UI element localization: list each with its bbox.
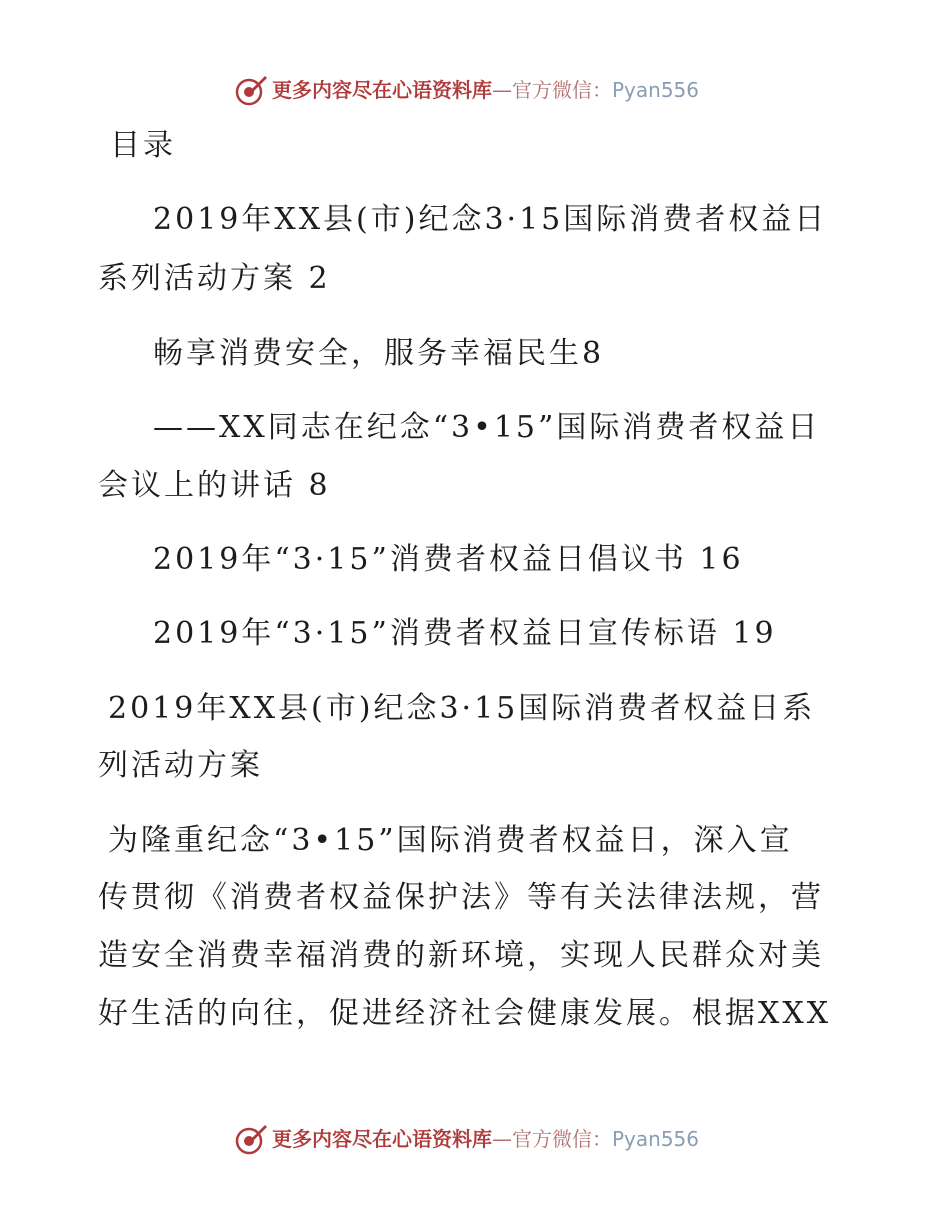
article-body-line-3: 造安全消费幸福消费的新环境，实现人民群众对美: [98, 938, 824, 973]
pen-logo-icon: [234, 73, 268, 107]
article-body-line-2: 传贯彻《消费者权益保护法》等有关法律法规，营: [98, 880, 824, 915]
toc-entry-5: 2019年“3·15”消费者权益日宣传标语 19: [153, 616, 777, 651]
toc-entry-3-line-1: ——XX同志在纪念“3•15”国际消费者权益日: [153, 410, 821, 445]
article-body-line-1: 为隆重纪念“3•15”国际消费者权益日，深入宣: [108, 823, 793, 858]
toc-entry-1-line-1: 2019年XX县(市)纪念3·15国际消费者权益日: [153, 202, 828, 237]
pen-logo-icon: [234, 1122, 268, 1156]
toc-heading: 目录: [110, 128, 176, 163]
watermark-dash: —: [492, 78, 512, 102]
toc-entry-4: 2019年“3·15”消费者权益日倡议书 16: [153, 542, 744, 577]
toc-entry-3-line-2: 会议上的讲话 8: [98, 468, 331, 503]
watermark-brand: 更多内容尽在心语资料库: [272, 1127, 492, 1151]
article-body-line-4: 好生活的向往，促进经济社会健康发展。根据XXX: [98, 996, 832, 1031]
toc-entry-1-line-2: 系列活动方案 2: [98, 261, 331, 296]
watermark-handle: Pyan556: [612, 1127, 700, 1151]
watermark-brand: 更多内容尽在心语资料库: [272, 78, 492, 102]
toc-entry-2: 畅享消费安全，服务幸福民生8: [153, 336, 605, 371]
watermark-handle: Pyan556: [612, 78, 700, 102]
watermark-text: [272, 1126, 699, 1152]
watermark-dash: —: [492, 1127, 512, 1151]
article-title-line-1: 2019年XX县(市)纪念3·15国际消费者权益日系: [108, 691, 816, 726]
article-title-line-2: 列活动方案: [98, 748, 263, 783]
watermark-footer: [0, 1120, 950, 1160]
watermark-text: [272, 77, 699, 103]
watermark-contact: 官方微信：: [512, 1127, 612, 1151]
watermark-contact: 官方微信：: [512, 78, 612, 102]
watermark-header: [0, 71, 950, 111]
